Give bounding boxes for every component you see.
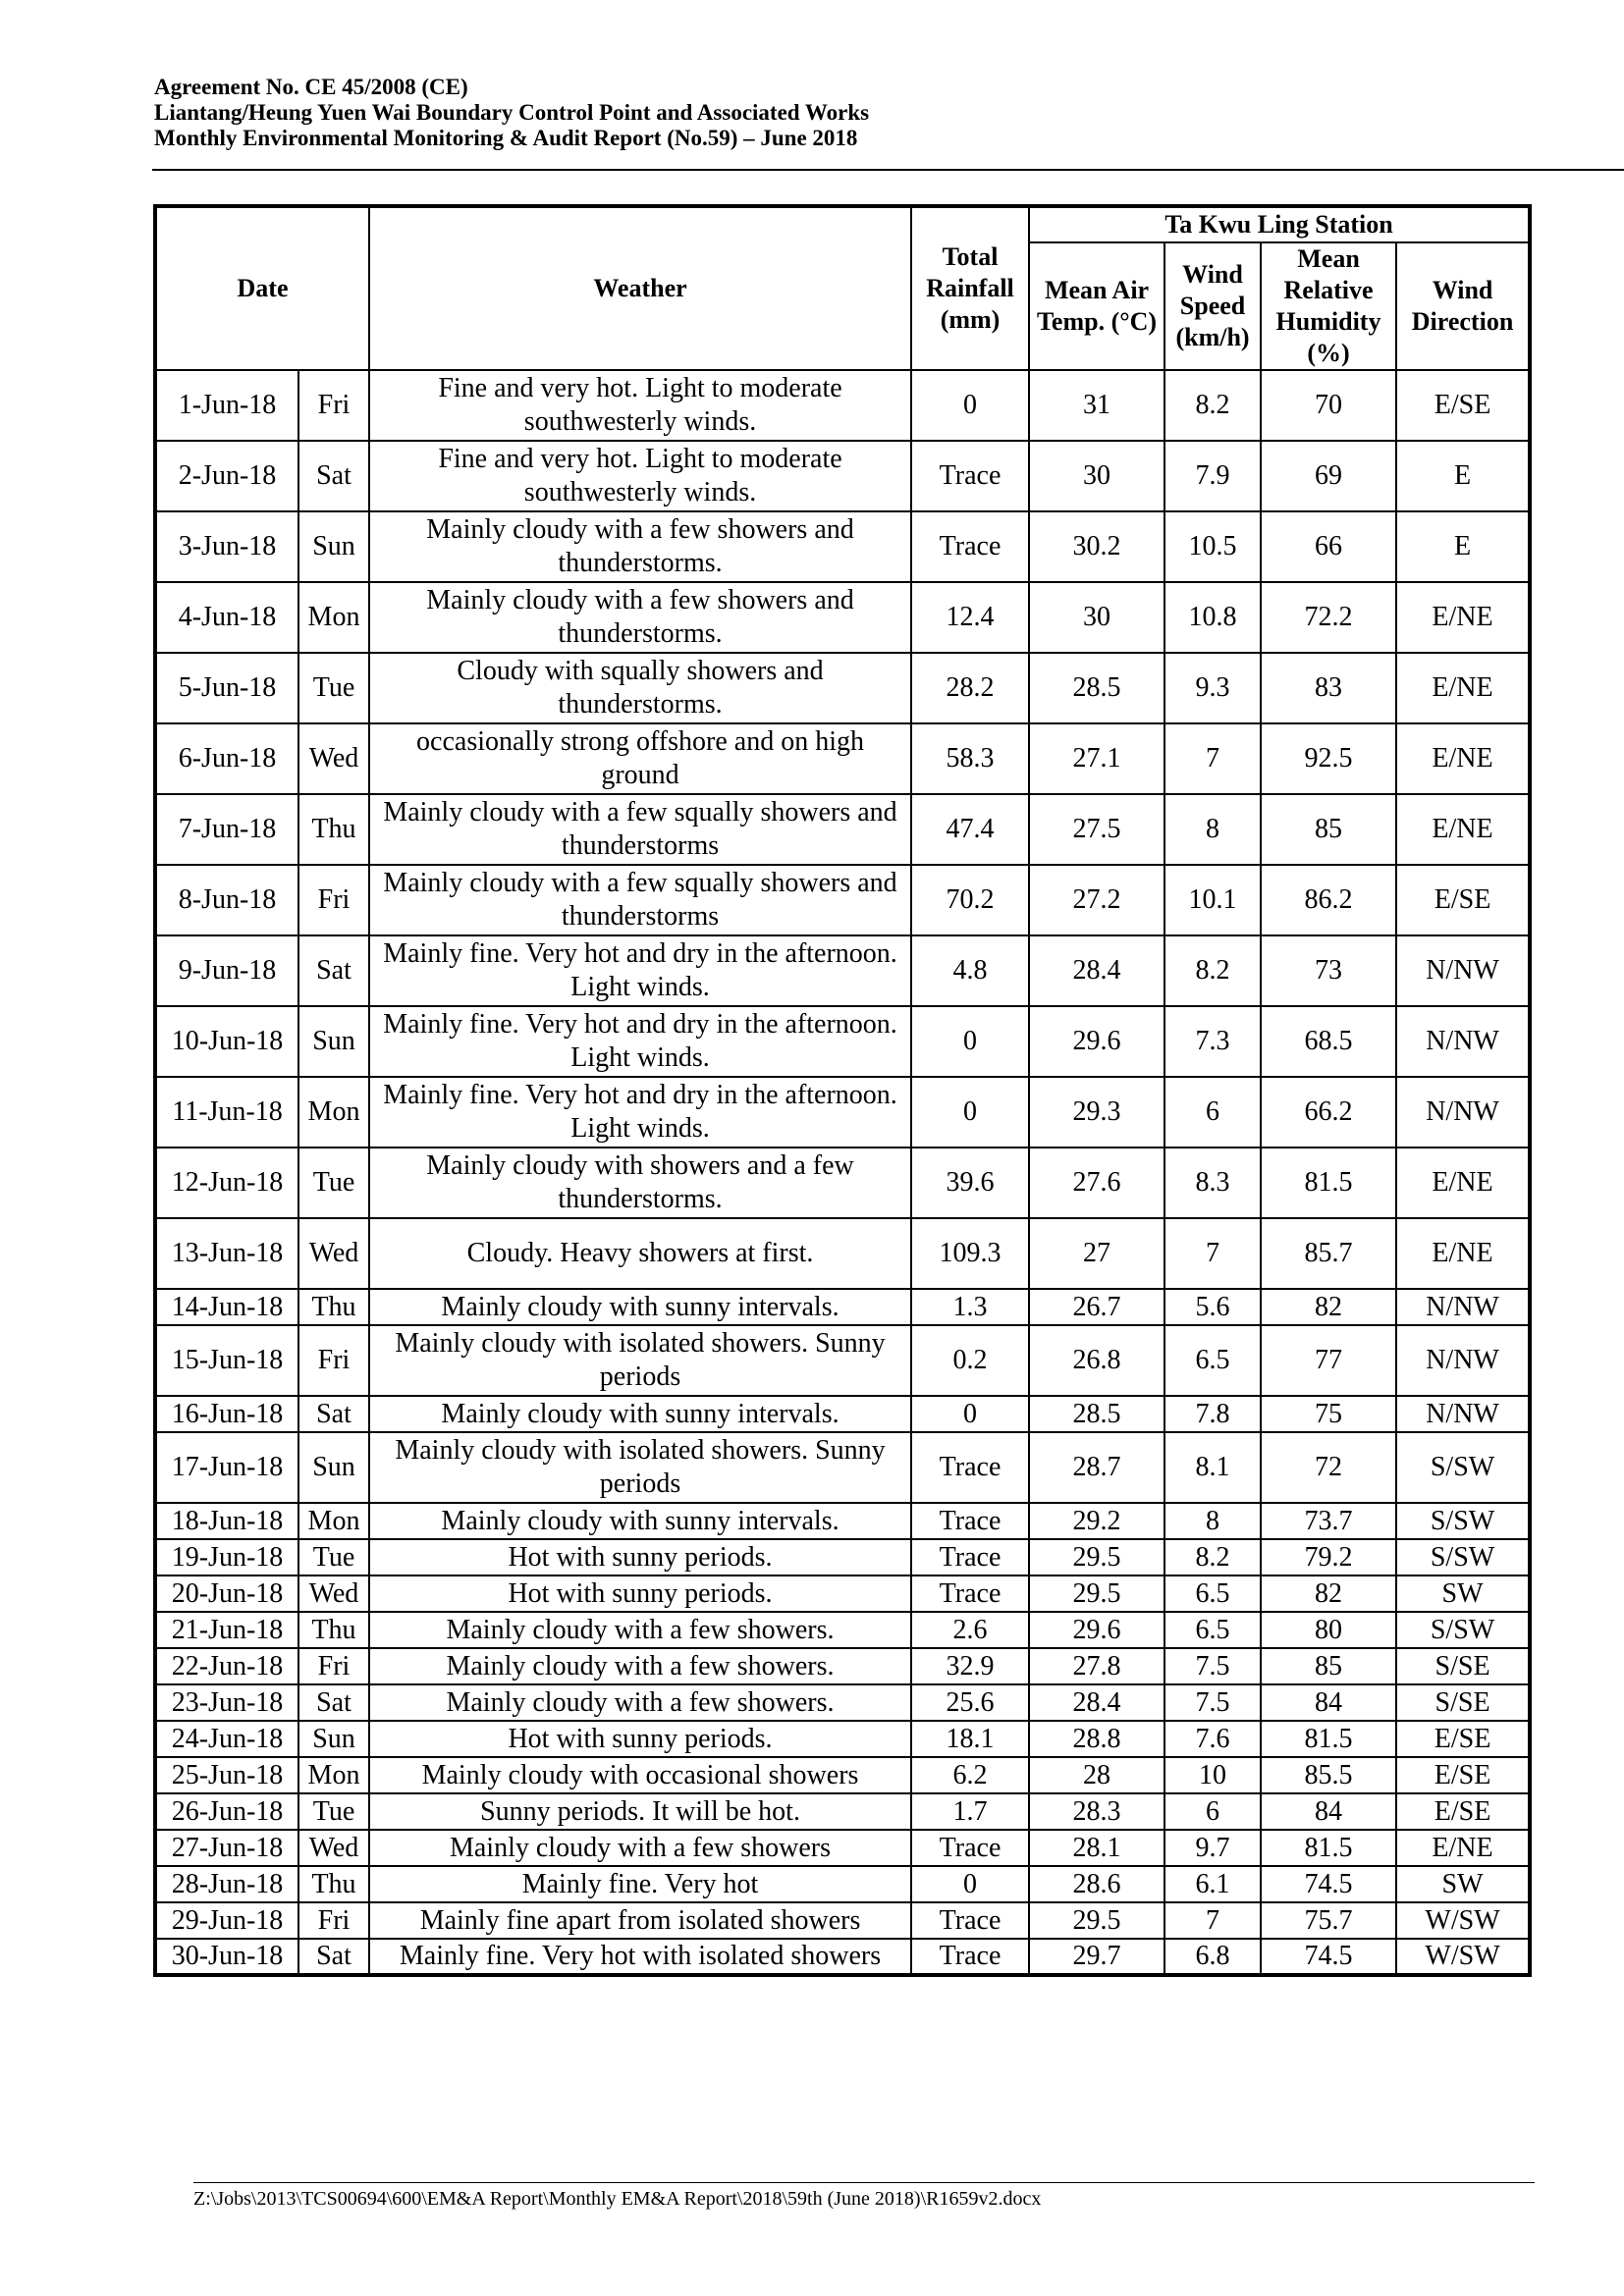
wind-direction-cell: N/NW — [1396, 1325, 1530, 1396]
rainfall-cell: 12.4 — [911, 582, 1029, 653]
table-row — [155, 1721, 1530, 1757]
wind-direction-cell: E/SE — [1396, 370, 1530, 441]
humidity-cell: 73.7 — [1261, 1503, 1396, 1539]
day-cell: Sat — [298, 1684, 369, 1721]
rainfall-cell: Trace — [911, 441, 1029, 511]
table-row — [155, 1648, 1530, 1684]
humidity-cell: 72 — [1261, 1432, 1396, 1503]
weather-cell: Mainly cloudy with a few showers — [369, 1830, 911, 1866]
table-row — [155, 794, 1530, 865]
humidity-cell: 85 — [1261, 1648, 1396, 1684]
humidity-cell: 81.5 — [1261, 1830, 1396, 1866]
date-cell: 12-Jun-18 — [155, 1148, 298, 1218]
date-cell: 2-Jun-18 — [155, 441, 298, 511]
temp-cell: 30 — [1029, 441, 1164, 511]
wind-speed-cell: 10.1 — [1164, 865, 1261, 935]
rainfall-cell: 0.2 — [911, 1325, 1029, 1396]
wind-speed-cell: 9.3 — [1164, 653, 1261, 723]
wind-direction-cell: S/SE — [1396, 1684, 1530, 1721]
weather-cell: occasionally strong offshore and on high ground — [369, 723, 911, 794]
wind-direction-cell: N/NW — [1396, 1077, 1530, 1148]
rainfall-cell: 0 — [911, 1077, 1029, 1148]
day-cell: Sun — [298, 1432, 369, 1503]
file-path: Z:\Jobs\2013\TCS00694\600\EM&A Report\Monthly EM&A Report\2018\59th (June 2018)\R1659v2.docx — [193, 2188, 1042, 2210]
weather-cell: Mainly cloudy with a few squally showers and thunderstorms — [369, 794, 911, 865]
wind-speed-cell: 7 — [1164, 1902, 1261, 1939]
wind-speed-cell: 6.5 — [1164, 1612, 1261, 1648]
temp-cell: 28.5 — [1029, 653, 1164, 723]
temp-cell: 28.4 — [1029, 935, 1164, 1006]
table-row — [155, 370, 1530, 441]
humidity-cell: 74.5 — [1261, 1939, 1396, 1975]
day-cell: Tue — [298, 653, 369, 723]
temp-cell: 29.3 — [1029, 1077, 1164, 1148]
wind-direction-cell: S/SW — [1396, 1539, 1530, 1575]
weather-cell: Hot with sunny periods. — [369, 1539, 911, 1575]
day-cell: Wed — [298, 1575, 369, 1612]
table-row — [155, 1939, 1530, 1975]
rainfall-cell: Trace — [911, 1539, 1029, 1575]
wind-direction-cell: E/NE — [1396, 723, 1530, 794]
day-cell: Sun — [298, 1006, 369, 1077]
humidity-cell: 81.5 — [1261, 1721, 1396, 1757]
date-cell: 13-Jun-18 — [155, 1218, 298, 1289]
date-cell: 17-Jun-18 — [155, 1432, 298, 1503]
date-cell: 26-Jun-18 — [155, 1793, 298, 1830]
date-cell: 14-Jun-18 — [155, 1289, 298, 1325]
rainfall-cell: 2.6 — [911, 1612, 1029, 1648]
table-row — [155, 1793, 1530, 1830]
header-station: Ta Kwu Ling Station — [1029, 206, 1530, 242]
date-cell: 22-Jun-18 — [155, 1648, 298, 1684]
table-row — [155, 582, 1530, 653]
day-cell: Fri — [298, 1325, 369, 1396]
humidity-cell: 72.2 — [1261, 582, 1396, 653]
weather-cell: Mainly cloudy with occasional showers — [369, 1757, 911, 1793]
day-cell: Wed — [298, 1830, 369, 1866]
wind-speed-cell: 7.6 — [1164, 1721, 1261, 1757]
day-cell: Thu — [298, 794, 369, 865]
humidity-cell: 70 — [1261, 370, 1396, 441]
wind-speed-cell: 8.2 — [1164, 935, 1261, 1006]
temp-cell: 27.2 — [1029, 865, 1164, 935]
wind-direction-cell: SW — [1396, 1866, 1530, 1902]
rainfall-cell: Trace — [911, 1503, 1029, 1539]
rainfall-cell: 47.4 — [911, 794, 1029, 865]
wind-speed-cell: 8.2 — [1164, 1539, 1261, 1575]
day-cell: Sat — [298, 935, 369, 1006]
day-cell: Fri — [298, 865, 369, 935]
temp-cell: 31 — [1029, 370, 1164, 441]
date-cell: 6-Jun-18 — [155, 723, 298, 794]
date-cell: 10-Jun-18 — [155, 1006, 298, 1077]
temp-cell: 27.1 — [1029, 723, 1164, 794]
weather-cell: Sunny periods. It will be hot. — [369, 1793, 911, 1830]
table-row — [155, 1539, 1530, 1575]
day-cell: Mon — [298, 1757, 369, 1793]
humidity-cell: 92.5 — [1261, 723, 1396, 794]
day-cell: Wed — [298, 1218, 369, 1289]
temp-cell: 30.2 — [1029, 511, 1164, 582]
temp-cell: 27 — [1029, 1218, 1164, 1289]
table-row — [155, 1684, 1530, 1721]
humidity-cell: 79.2 — [1261, 1539, 1396, 1575]
date-cell: 4-Jun-18 — [155, 582, 298, 653]
date-cell: 7-Jun-18 — [155, 794, 298, 865]
table-row — [155, 1757, 1530, 1793]
weather-cell: Fine and very hot. Light to moderate southwesterly winds. — [369, 441, 911, 511]
rainfall-cell: 25.6 — [911, 1684, 1029, 1721]
weather-cell: Mainly cloudy with sunny intervals. — [369, 1503, 911, 1539]
humidity-cell: 68.5 — [1261, 1006, 1396, 1077]
wind-speed-cell: 8.1 — [1164, 1432, 1261, 1503]
rainfall-cell: 0 — [911, 1006, 1029, 1077]
day-cell: Thu — [298, 1612, 369, 1648]
rainfall-cell: Trace — [911, 1939, 1029, 1975]
wind-direction-cell: E/SE — [1396, 1757, 1530, 1793]
temp-cell: 28.5 — [1029, 1396, 1164, 1432]
temp-cell: 28 — [1029, 1757, 1164, 1793]
temp-cell: 28.7 — [1029, 1432, 1164, 1503]
table-row — [155, 1902, 1530, 1939]
wind-speed-cell: 8 — [1164, 794, 1261, 865]
weather-cell: Mainly fine. Very hot and dry in the afternoon. Light winds. — [369, 935, 911, 1006]
day-cell: Mon — [298, 1503, 369, 1539]
temp-cell: 29.2 — [1029, 1503, 1164, 1539]
day-cell: Sun — [298, 1721, 369, 1757]
temp-cell: 26.7 — [1029, 1289, 1164, 1325]
weather-cell: Mainly fine. Very hot — [369, 1866, 911, 1902]
wind-speed-cell: 5.6 — [1164, 1289, 1261, 1325]
date-cell: 11-Jun-18 — [155, 1077, 298, 1148]
wind-speed-cell: 7.9 — [1164, 441, 1261, 511]
table-row — [155, 1612, 1530, 1648]
wind-direction-cell: E/NE — [1396, 1830, 1530, 1866]
wind-direction-cell: N/NW — [1396, 1396, 1530, 1432]
weather-cell: Mainly cloudy with showers and a few thunderstorms. — [369, 1148, 911, 1218]
weather-cell: Mainly cloudy with a few showers. — [369, 1648, 911, 1684]
wind-direction-cell: E/SE — [1396, 1721, 1530, 1757]
date-cell: 18-Jun-18 — [155, 1503, 298, 1539]
date-cell: 20-Jun-18 — [155, 1575, 298, 1612]
rainfall-cell: 18.1 — [911, 1721, 1029, 1757]
header-mean-air-temp: Mean Air Temp. (°C) — [1029, 242, 1164, 370]
temp-cell: 27.8 — [1029, 1648, 1164, 1684]
humidity-cell: 86.2 — [1261, 865, 1396, 935]
wind-direction-cell: S/SE — [1396, 1648, 1530, 1684]
header-rainfall: Total Rainfall (mm) — [911, 206, 1029, 370]
day-cell: Tue — [298, 1148, 369, 1218]
agreement-number: Agreement No. CE 45/2008 (CE) — [154, 75, 468, 99]
humidity-cell: 66.2 — [1261, 1077, 1396, 1148]
table-row — [155, 1218, 1530, 1289]
date-cell: 1-Jun-18 — [155, 370, 298, 441]
wind-speed-cell: 7 — [1164, 723, 1261, 794]
table-row — [155, 1148, 1530, 1218]
wind-direction-cell: E/NE — [1396, 1218, 1530, 1289]
rainfall-cell: 28.2 — [911, 653, 1029, 723]
wind-direction-cell: SW — [1396, 1575, 1530, 1612]
day-cell: Sat — [298, 1939, 369, 1975]
humidity-cell: 75 — [1261, 1396, 1396, 1432]
temp-cell: 29.5 — [1029, 1902, 1164, 1939]
weather-cell: Fine and very hot. Light to moderate southwesterly winds. — [369, 370, 911, 441]
wind-direction-cell: S/SW — [1396, 1432, 1530, 1503]
temp-cell: 28.1 — [1029, 1830, 1164, 1866]
temp-cell: 29.6 — [1029, 1006, 1164, 1077]
humidity-cell: 85.7 — [1261, 1218, 1396, 1289]
rainfall-cell: 6.2 — [911, 1757, 1029, 1793]
table-row — [155, 865, 1530, 935]
header-wind-direction: Wind Direction — [1396, 242, 1530, 370]
wind-direction-cell: S/SW — [1396, 1503, 1530, 1539]
wind-direction-cell: E/NE — [1396, 653, 1530, 723]
humidity-cell: 84 — [1261, 1793, 1396, 1830]
table-row — [155, 1396, 1530, 1432]
date-cell: 3-Jun-18 — [155, 511, 298, 582]
date-cell: 21-Jun-18 — [155, 1612, 298, 1648]
wind-direction-cell: E/SE — [1396, 1793, 1530, 1830]
table-row — [155, 441, 1530, 511]
report-header — [154, 75, 1624, 151]
wind-speed-cell: 8 — [1164, 1503, 1261, 1539]
date-cell: 27-Jun-18 — [155, 1830, 298, 1866]
temp-cell: 29.7 — [1029, 1939, 1164, 1975]
rainfall-cell: 0 — [911, 370, 1029, 441]
humidity-cell: 73 — [1261, 935, 1396, 1006]
weather-cell: Mainly cloudy with a few showers and thunderstorms. — [369, 511, 911, 582]
temp-cell: 28.3 — [1029, 1793, 1164, 1830]
day-cell: Mon — [298, 1077, 369, 1148]
table-row — [155, 1432, 1530, 1503]
wind-speed-cell: 6.5 — [1164, 1325, 1261, 1396]
wind-direction-cell: N/NW — [1396, 1006, 1530, 1077]
table-row — [155, 653, 1530, 723]
date-cell: 28-Jun-18 — [155, 1866, 298, 1902]
rainfall-cell: 1.7 — [911, 1793, 1029, 1830]
table-row — [155, 1289, 1530, 1325]
wind-direction-cell: E — [1396, 511, 1530, 582]
header-weather: Weather — [369, 206, 911, 370]
wind-direction-cell: N/NW — [1396, 1289, 1530, 1325]
rainfall-cell: Trace — [911, 511, 1029, 582]
humidity-cell: 84 — [1261, 1684, 1396, 1721]
table-row — [155, 511, 1530, 582]
day-cell: Mon — [298, 582, 369, 653]
weather-cell: Mainly fine apart from isolated showers — [369, 1902, 911, 1939]
humidity-cell: 85.5 — [1261, 1757, 1396, 1793]
wind-direction-cell: E/NE — [1396, 794, 1530, 865]
weather-cell: Mainly fine. Very hot with isolated showers — [369, 1939, 911, 1975]
humidity-cell: 75.7 — [1261, 1902, 1396, 1939]
wind-speed-cell: 10 — [1164, 1757, 1261, 1793]
wind-direction-cell: E/NE — [1396, 1148, 1530, 1218]
rainfall-cell: 58.3 — [911, 723, 1029, 794]
weather-cell: Mainly fine. Very hot and dry in the afternoon. Light winds. — [369, 1006, 911, 1077]
temp-cell: 27.6 — [1029, 1148, 1164, 1218]
table-row — [155, 1325, 1530, 1396]
rainfall-cell: 70.2 — [911, 865, 1029, 935]
humidity-cell: 77 — [1261, 1325, 1396, 1396]
temp-cell: 29.6 — [1029, 1612, 1164, 1648]
date-cell: 5-Jun-18 — [155, 653, 298, 723]
weather-cell: Mainly cloudy with sunny intervals. — [369, 1396, 911, 1432]
wind-speed-cell: 7.3 — [1164, 1006, 1261, 1077]
date-cell: 24-Jun-18 — [155, 1721, 298, 1757]
wind-speed-cell: 7.8 — [1164, 1396, 1261, 1432]
rainfall-cell: Trace — [911, 1902, 1029, 1939]
day-cell: Tue — [298, 1793, 369, 1830]
humidity-cell: 69 — [1261, 441, 1396, 511]
wind-speed-cell: 6.5 — [1164, 1575, 1261, 1612]
weather-table — [153, 204, 1532, 1977]
wind-speed-cell: 6 — [1164, 1793, 1261, 1830]
rainfall-cell: Trace — [911, 1432, 1029, 1503]
wind-direction-cell: W/SW — [1396, 1902, 1530, 1939]
humidity-cell: 82 — [1261, 1575, 1396, 1612]
wind-speed-cell: 6.8 — [1164, 1939, 1261, 1975]
rainfall-cell: Trace — [911, 1830, 1029, 1866]
weather-cell: Cloudy. Heavy showers at first. — [369, 1218, 911, 1289]
weather-cell: Cloudy with squally showers and thunderstorms. — [369, 653, 911, 723]
day-cell: Sat — [298, 441, 369, 511]
table-row — [155, 1077, 1530, 1148]
table-row — [155, 1830, 1530, 1866]
temp-cell: 29.5 — [1029, 1575, 1164, 1612]
weather-cell: Hot with sunny periods. — [369, 1721, 911, 1757]
humidity-cell: 74.5 — [1261, 1866, 1396, 1902]
wind-speed-cell: 10.5 — [1164, 511, 1261, 582]
rainfall-cell: 4.8 — [911, 935, 1029, 1006]
weather-cell: Mainly cloudy with a few squally showers and thunderstorms — [369, 865, 911, 935]
weather-cell: Hot with sunny periods. — [369, 1575, 911, 1612]
weather-cell: Mainly cloudy with a few showers. — [369, 1612, 911, 1648]
header-date: Date — [155, 206, 369, 370]
wind-speed-cell: 7.5 — [1164, 1684, 1261, 1721]
rainfall-cell: 32.9 — [911, 1648, 1029, 1684]
project-title: Liantang/Heung Yuen Wai Boundary Control Point and Associated Works — [154, 100, 870, 125]
temp-cell: 30 — [1029, 582, 1164, 653]
humidity-cell: 81.5 — [1261, 1148, 1396, 1218]
wind-direction-cell: E/SE — [1396, 865, 1530, 935]
rainfall-cell: 1.3 — [911, 1289, 1029, 1325]
date-cell: 23-Jun-18 — [155, 1684, 298, 1721]
footer-divider — [193, 2182, 1535, 2183]
wind-speed-cell: 6.1 — [1164, 1866, 1261, 1902]
weather-cell: Mainly cloudy with isolated showers. Sunny periods — [369, 1432, 911, 1503]
humidity-cell: 80 — [1261, 1612, 1396, 1648]
rainfall-cell: 0 — [911, 1866, 1029, 1902]
date-cell: 19-Jun-18 — [155, 1539, 298, 1575]
temp-cell: 28.8 — [1029, 1721, 1164, 1757]
rainfall-cell: Trace — [911, 1575, 1029, 1612]
day-cell: Wed — [298, 723, 369, 794]
humidity-cell: 66 — [1261, 511, 1396, 582]
header-divider — [152, 169, 1624, 171]
temp-cell: 28.6 — [1029, 1866, 1164, 1902]
date-cell: 16-Jun-18 — [155, 1396, 298, 1432]
wind-direction-cell: W/SW — [1396, 1939, 1530, 1975]
date-cell: 25-Jun-18 — [155, 1757, 298, 1793]
table-row — [155, 935, 1530, 1006]
day-cell: Sun — [298, 511, 369, 582]
rainfall-cell: 109.3 — [911, 1218, 1029, 1289]
wind-speed-cell: 8.3 — [1164, 1148, 1261, 1218]
wind-speed-cell: 6 — [1164, 1077, 1261, 1148]
day-cell: Fri — [298, 1902, 369, 1939]
wind-speed-cell: 10.8 — [1164, 582, 1261, 653]
wind-speed-cell: 7.5 — [1164, 1648, 1261, 1684]
wind-direction-cell: N/NW — [1396, 935, 1530, 1006]
weather-cell: Mainly cloudy with isolated showers. Sunny periods — [369, 1325, 911, 1396]
report-title: Monthly Environmental Monitoring & Audit Report (No.59) – June 2018 — [154, 126, 858, 150]
wind-direction-cell: S/SW — [1396, 1612, 1530, 1648]
day-cell: Thu — [298, 1866, 369, 1902]
rainfall-cell: 0 — [911, 1396, 1029, 1432]
table-row — [155, 1575, 1530, 1612]
table-row — [155, 1866, 1530, 1902]
wind-speed-cell: 8.2 — [1164, 370, 1261, 441]
wind-speed-cell: 9.7 — [1164, 1830, 1261, 1866]
date-cell: 9-Jun-18 — [155, 935, 298, 1006]
weather-cell: Mainly cloudy with a few showers and thunderstorms. — [369, 582, 911, 653]
humidity-cell: 83 — [1261, 653, 1396, 723]
day-cell: Tue — [298, 1539, 369, 1575]
temp-cell: 26.8 — [1029, 1325, 1164, 1396]
temp-cell: 28.4 — [1029, 1684, 1164, 1721]
temp-cell: 29.5 — [1029, 1539, 1164, 1575]
day-cell: Sat — [298, 1396, 369, 1432]
date-cell: 30-Jun-18 — [155, 1939, 298, 1975]
rainfall-cell: 39.6 — [911, 1148, 1029, 1218]
header-humidity: Mean Relative Humidity (%) — [1261, 242, 1396, 370]
humidity-cell: 85 — [1261, 794, 1396, 865]
date-cell: 29-Jun-18 — [155, 1902, 298, 1939]
temp-cell: 27.5 — [1029, 794, 1164, 865]
day-cell: Fri — [298, 1648, 369, 1684]
date-cell: 15-Jun-18 — [155, 1325, 298, 1396]
weather-cell: Mainly fine. Very hot and dry in the afternoon. Light winds. — [369, 1077, 911, 1148]
day-cell: Thu — [298, 1289, 369, 1325]
table-row — [155, 723, 1530, 794]
day-cell: Fri — [298, 370, 369, 441]
table-row — [155, 1006, 1530, 1077]
weather-cell: Mainly cloudy with sunny intervals. — [369, 1289, 911, 1325]
wind-speed-cell: 7 — [1164, 1218, 1261, 1289]
humidity-cell: 82 — [1261, 1289, 1396, 1325]
header-wind-speed: Wind Speed (km/h) — [1164, 242, 1261, 370]
wind-direction-cell: E — [1396, 441, 1530, 511]
weather-cell: Mainly cloudy with a few showers. — [369, 1684, 911, 1721]
wind-direction-cell: E/NE — [1396, 582, 1530, 653]
date-cell: 8-Jun-18 — [155, 865, 298, 935]
table-row — [155, 1503, 1530, 1539]
